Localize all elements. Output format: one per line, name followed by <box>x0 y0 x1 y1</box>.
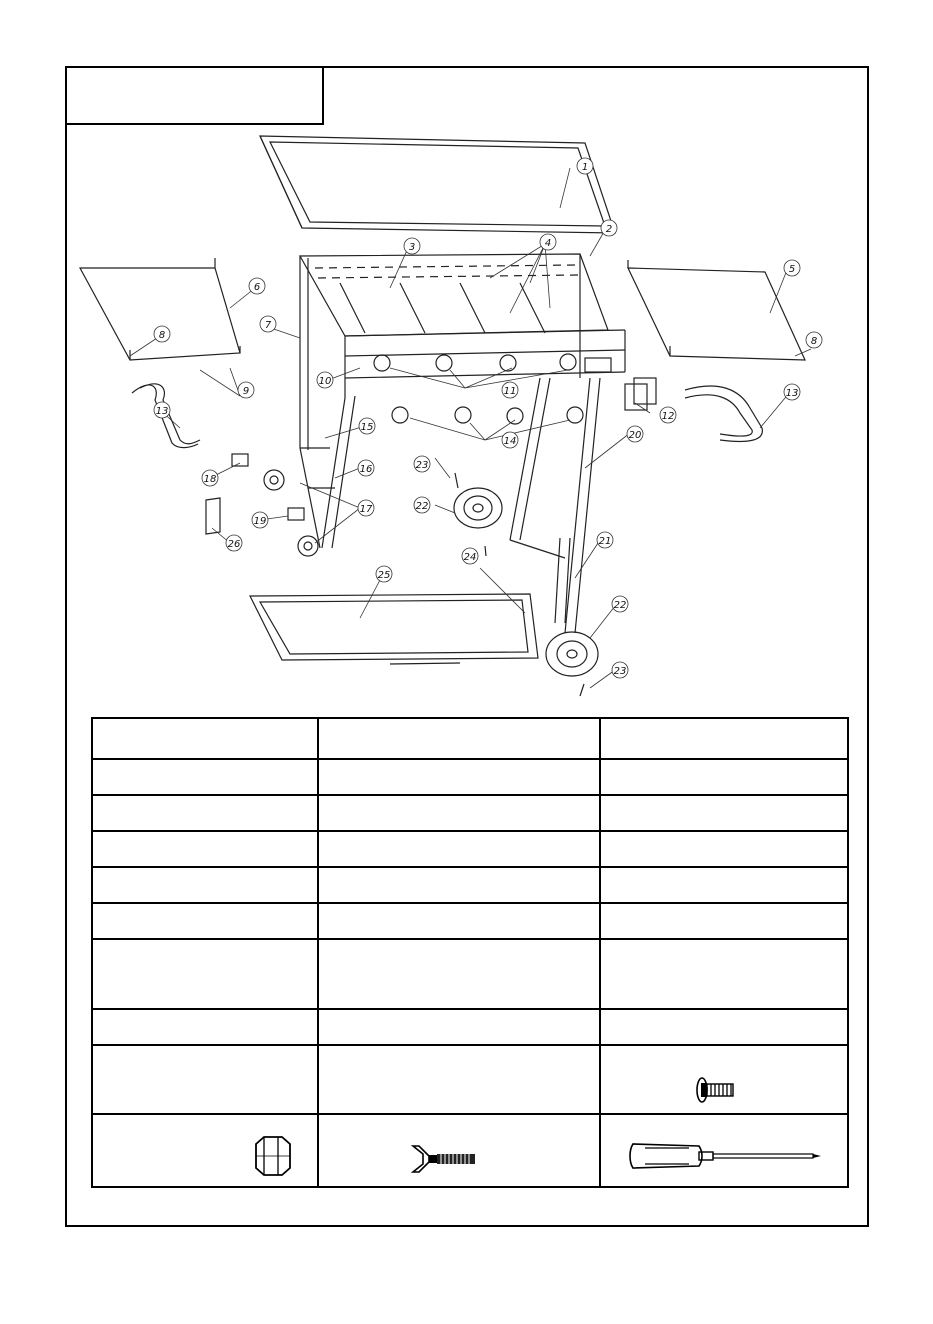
svg-text:22: 22 <box>613 600 627 611</box>
table-cell <box>600 903 848 939</box>
table-cell <box>318 831 600 867</box>
svg-text:15: 15 <box>360 422 374 433</box>
callout-19 <box>252 512 268 528</box>
large-wheel-lower-part <box>546 632 598 676</box>
table-cell <box>318 1114 600 1187</box>
bolts-part <box>455 473 584 696</box>
table-cell <box>600 1114 848 1187</box>
callout-8-left <box>154 326 170 342</box>
callout-17 <box>358 500 374 516</box>
table-cell <box>600 718 848 759</box>
callout-18 <box>202 470 218 486</box>
table-cell <box>92 795 318 831</box>
table-cell <box>318 1045 600 1114</box>
left-side-shelf-part <box>80 258 240 360</box>
svg-text:2: 2 <box>605 224 613 235</box>
table-cell <box>600 759 848 795</box>
parts-list-table <box>91 717 849 1188</box>
callout-4 <box>540 234 556 250</box>
svg-text:21: 21 <box>598 536 612 547</box>
table-cell <box>92 831 318 867</box>
callout-26 <box>226 535 242 551</box>
svg-text:12: 12 <box>661 411 675 422</box>
table-cell <box>318 939 600 1009</box>
svg-text:4: 4 <box>544 238 552 249</box>
table-row <box>92 1114 848 1187</box>
grease-tray-part <box>250 594 538 664</box>
svg-text:6: 6 <box>253 282 261 293</box>
svg-text:25: 25 <box>377 570 391 581</box>
callout-3 <box>404 238 420 254</box>
svg-text:20: 20 <box>628 430 642 441</box>
svg-text:11: 11 <box>503 386 517 397</box>
table-cell <box>92 867 318 903</box>
table-row <box>92 1009 848 1045</box>
callout-24 <box>462 548 478 564</box>
table-cell <box>318 867 600 903</box>
table-row <box>92 939 848 1009</box>
cap-nut-icon <box>248 1134 292 1178</box>
svg-text:1: 1 <box>581 162 589 173</box>
table-row <box>92 718 848 759</box>
title-box <box>65 66 324 125</box>
svg-text:16: 16 <box>359 464 373 475</box>
table-cell <box>600 831 848 867</box>
bolt-icon <box>695 1073 735 1107</box>
callout-5 <box>784 260 800 276</box>
table-cell <box>600 939 848 1009</box>
table-cell <box>600 867 848 903</box>
callout-22-upper <box>414 497 430 513</box>
callout-6 <box>249 278 265 294</box>
caster-wheels-part <box>264 470 318 556</box>
svg-text:26: 26 <box>227 539 241 550</box>
callout-10 <box>317 372 333 388</box>
table-row <box>92 831 848 867</box>
table-row <box>92 795 848 831</box>
svg-text:7: 7 <box>264 320 272 331</box>
burner-tubes-part <box>315 265 578 333</box>
right-handle-part <box>685 386 762 441</box>
callout-14 <box>502 432 518 448</box>
table-cell <box>600 795 848 831</box>
svg-text:8: 8 <box>158 330 166 341</box>
callout-1 <box>577 158 593 174</box>
callout-25 <box>376 566 392 582</box>
svg-text:3: 3 <box>408 242 416 253</box>
callout-23-upper <box>414 456 430 472</box>
callout-13-left <box>154 402 170 418</box>
callout-13-right <box>784 384 800 400</box>
table-cell <box>318 795 600 831</box>
callout-7 <box>260 316 276 332</box>
table-cell <box>318 718 600 759</box>
grill-exploded-drawing <box>60 128 860 708</box>
table-cell <box>318 759 600 795</box>
svg-text:13: 13 <box>785 388 799 399</box>
main-frame-part <box>300 254 625 450</box>
svg-text:18: 18 <box>203 474 217 485</box>
control-knobs-part <box>374 354 576 371</box>
table-cell <box>318 903 600 939</box>
callout-23-lower <box>612 662 628 678</box>
table-cell <box>600 1009 848 1045</box>
table-cell <box>92 759 318 795</box>
callout-9 <box>238 382 254 398</box>
svg-text:22: 22 <box>415 501 429 512</box>
svg-text:14: 14 <box>503 436 517 447</box>
table-cell <box>600 1045 848 1114</box>
table-row <box>92 1045 848 1114</box>
table-row <box>92 759 848 795</box>
callout-22-lower <box>612 596 628 612</box>
table-cell <box>92 718 318 759</box>
callout-21 <box>597 532 613 548</box>
svg-text:24: 24 <box>463 552 477 563</box>
griddle-top-part <box>260 136 615 233</box>
callout-20 <box>627 426 643 442</box>
svg-text:9: 9 <box>242 386 250 397</box>
svg-text:5: 5 <box>788 264 796 275</box>
callout-2 <box>601 220 617 236</box>
table-cell <box>92 903 318 939</box>
callout-16 <box>358 460 374 476</box>
table-cell <box>92 1009 318 1045</box>
right-side-shelf-part <box>628 260 805 360</box>
svg-text:23: 23 <box>415 460 429 471</box>
callout-15 <box>359 418 375 434</box>
table-row <box>92 903 848 939</box>
table-cell <box>92 939 318 1009</box>
regulator-bracket-part <box>625 378 656 410</box>
wing-bolt-icon <box>409 1142 479 1176</box>
table-cell <box>318 1009 600 1045</box>
svg-text:10: 10 <box>318 376 332 387</box>
svg-text:23: 23 <box>613 666 627 677</box>
exploded-view-diagram <box>60 128 860 708</box>
svg-text:19: 19 <box>253 516 267 527</box>
svg-text:13: 13 <box>155 406 169 417</box>
table-row <box>92 867 848 903</box>
table-cell <box>92 1045 318 1114</box>
svg-text:8: 8 <box>810 336 818 347</box>
large-wheel-upper-part <box>454 488 502 528</box>
screwdriver-icon <box>627 1136 823 1176</box>
svg-text:17: 17 <box>359 504 373 515</box>
callout-8-right <box>806 332 822 348</box>
table-cell <box>92 1114 318 1187</box>
callout-11 <box>502 382 518 398</box>
callout-12 <box>660 407 676 423</box>
